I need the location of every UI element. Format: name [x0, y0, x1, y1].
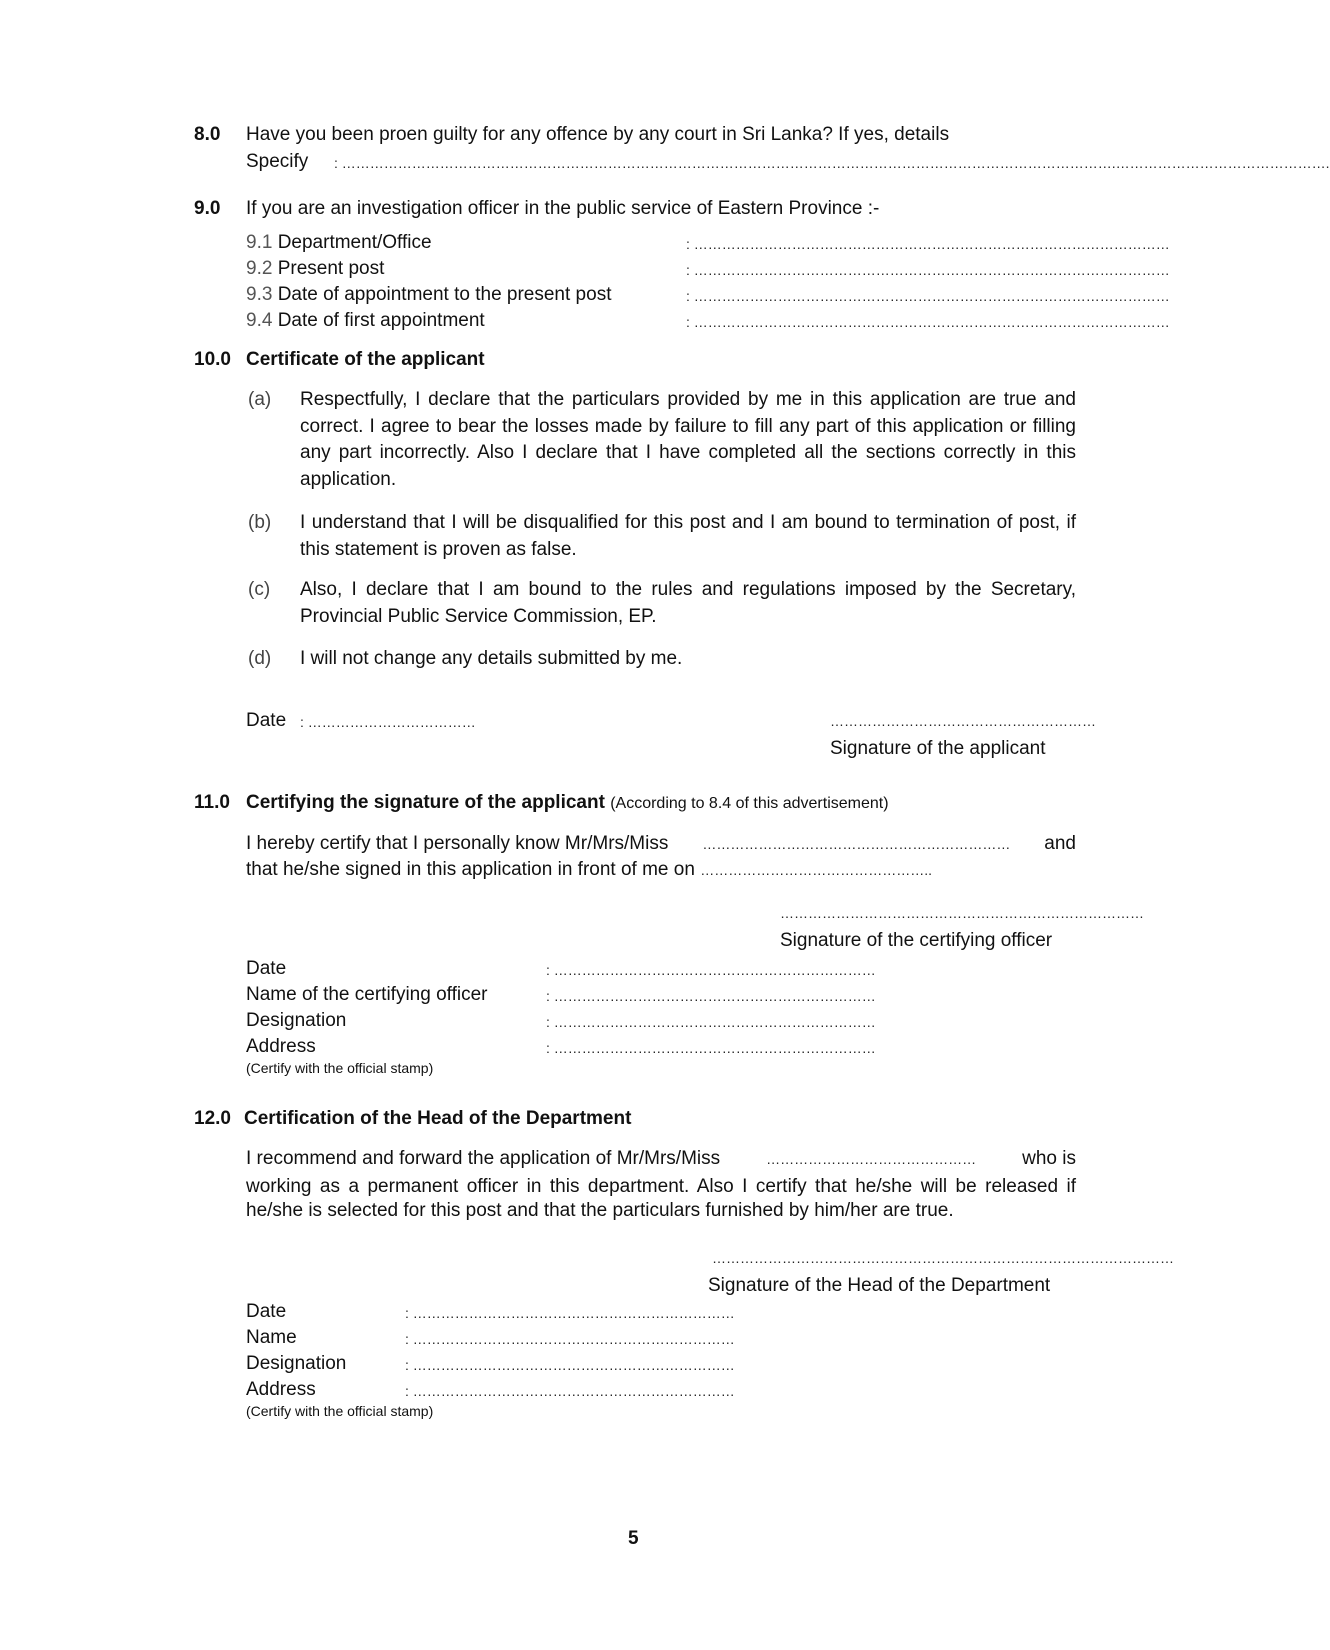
officer-stamp-note: (Certify with the official stamp) [246, 1060, 434, 1076]
section-8-number: 8.0 [194, 124, 221, 145]
recommend-line-2: working as a permanent officer in this department. Also I certify that he/she will be released if [246, 1176, 1076, 1197]
item-c-text: Also, I declare that I am bound to the rules and regulations imposed by the Secretary, Provincial Public Service Commission, EP. [300, 579, 1076, 627]
specify-field[interactable]: : ………………………………………………………………………………………………………………………………………………….………………………………………. [334, 155, 1330, 171]
head-address-label: Address [246, 1379, 316, 1400]
officer-designation-field[interactable]: : …………………………………………………………… [546, 1014, 876, 1030]
section-12-number: 12.0 [194, 1108, 231, 1129]
item-d-text: I will not change any details submitted by me. [300, 648, 683, 669]
head-signature-line[interactable]: ……………………………………………………………………………………… [712, 1250, 1174, 1266]
certify-line-1 [246, 833, 1076, 855]
certify-name-field[interactable]: ………………………………………………………… [702, 836, 1011, 852]
certify-date-field[interactable]: ………………………………………….. [700, 862, 932, 878]
officer-date-field[interactable]: : …………………………………………………………… [546, 962, 876, 978]
item-c-label: (c) [248, 579, 271, 600]
recommend-who-is: who is [1022, 1148, 1076, 1169]
applicant-signature-line[interactable]: ………………………………………………… [830, 713, 1096, 729]
item-label: Date of appointment to the present post [277, 284, 612, 305]
department-office-field[interactable]: : ………………………………………………………………………………………… [686, 236, 1170, 252]
officer-name-field[interactable]: : …………………………………………………………… [546, 988, 876, 1004]
item-number: 9.2 [246, 258, 273, 279]
head-designation-label: Designation [246, 1353, 347, 1374]
field-9-3 [246, 284, 611, 306]
item-d-label: (d) [248, 648, 272, 669]
section-10-title: Certificate of the applicant [246, 349, 485, 370]
head-date-field[interactable]: : …………………………………………………………… [405, 1305, 735, 1321]
head-signature-label: Signature of the Head of the Department [708, 1275, 1051, 1296]
item-number: 9.4 [246, 310, 273, 331]
specify-label: Specify [246, 151, 309, 172]
item-label: Present post [277, 258, 385, 279]
head-stamp-note: (Certify with the official stamp) [246, 1403, 434, 1419]
officer-designation-label: Designation [246, 1010, 347, 1031]
item-a-label: (a) [248, 389, 272, 410]
first-appointment-field[interactable]: : ………………………………………………………………………………………… [686, 314, 1170, 330]
section-9-title: If you are an investigation officer in the public service of Eastern Province :- [246, 198, 880, 219]
certify-text-2: that he/she signed in this application in front of me on [246, 859, 695, 880]
head-address-field[interactable]: : …………………………………………………………… [405, 1383, 735, 1399]
page-number: 5 [628, 1528, 639, 1549]
recommend-line-3: he/she is selected for this post and that the particulars furnished by him/her are true. [246, 1200, 954, 1221]
officer-name-label: Name of the certifying officer [246, 984, 488, 1005]
officer-address-field[interactable]: : …………………………………………………………… [546, 1040, 876, 1056]
applicant-signature-label: Signature of the applicant [830, 738, 1046, 759]
item-b-text: I understand that I will be disqualified for this post and I am bound to termination of post, if this statement is proven as false. [300, 512, 1076, 560]
section-8-question: Have you been proen guilty for any offence by any court in Sri Lanka? If yes, details [246, 124, 950, 145]
certify-text-1: I hereby certify that I personally know Mr/Mrs/Miss [246, 833, 669, 854]
certify-and-text: and [1044, 833, 1076, 854]
appointment-present-post-field[interactable]: : ………………………………………………………………………………………… [686, 288, 1170, 304]
certifying-officer-signature-label: Signature of the certifying officer [780, 930, 1053, 951]
officer-date-label: Date [246, 958, 287, 979]
item-number: 9.3 [246, 284, 273, 305]
field-9-1 [246, 232, 432, 254]
item-label: Date of first appointment [277, 310, 485, 331]
head-name-field[interactable]: : …………………………………………………………… [405, 1331, 735, 1347]
section-10-number: 10.0 [194, 349, 231, 370]
certify-line-2 [246, 859, 932, 881]
item-number: 9.1 [246, 232, 273, 253]
item-a-text: Respectfully, I declare that the particulars provided by me in this application are true and correct. I agree to bear the losses made by failure to fill any part of this application or filling any part incorrectly. Also I declare that I have completed all the sections correctly in this application. [300, 389, 1076, 490]
section-12-title: Certification of the Head of the Department [244, 1108, 632, 1129]
section-11-title: Certifying the signature of the applicant [246, 792, 605, 813]
field-9-4 [246, 310, 485, 332]
recommend-line-1 [246, 1148, 1076, 1170]
section-11-number: 11.0 [194, 792, 230, 813]
head-date-label: Date [246, 1301, 287, 1322]
recommend-text-1: I recommend and forward the application of Mr/Mrs/Miss [246, 1148, 721, 1169]
section-11-note: (According to 8.4 of this advertisement) [610, 795, 889, 812]
applicant-date-field[interactable]: : ……………………………… [300, 714, 476, 730]
section-11-title-line [246, 792, 889, 814]
field-9-2 [246, 258, 384, 280]
certifying-officer-signature-line[interactable]: …………………………………………………………………… [780, 905, 1144, 921]
item-b-label: (b) [248, 512, 272, 533]
head-designation-field[interactable]: : …………………………………………………………… [405, 1357, 735, 1373]
officer-address-label: Address [246, 1036, 316, 1057]
head-name-label: Name [246, 1327, 297, 1348]
present-post-field[interactable]: : ………………………………………………………………………………………… [686, 262, 1170, 278]
section-9-number: 9.0 [194, 198, 221, 219]
applicant-date-label: Date [246, 710, 287, 731]
item-label: Department/Office [277, 232, 432, 253]
recommend-name-field[interactable]: ……………………………………… [766, 1151, 977, 1167]
